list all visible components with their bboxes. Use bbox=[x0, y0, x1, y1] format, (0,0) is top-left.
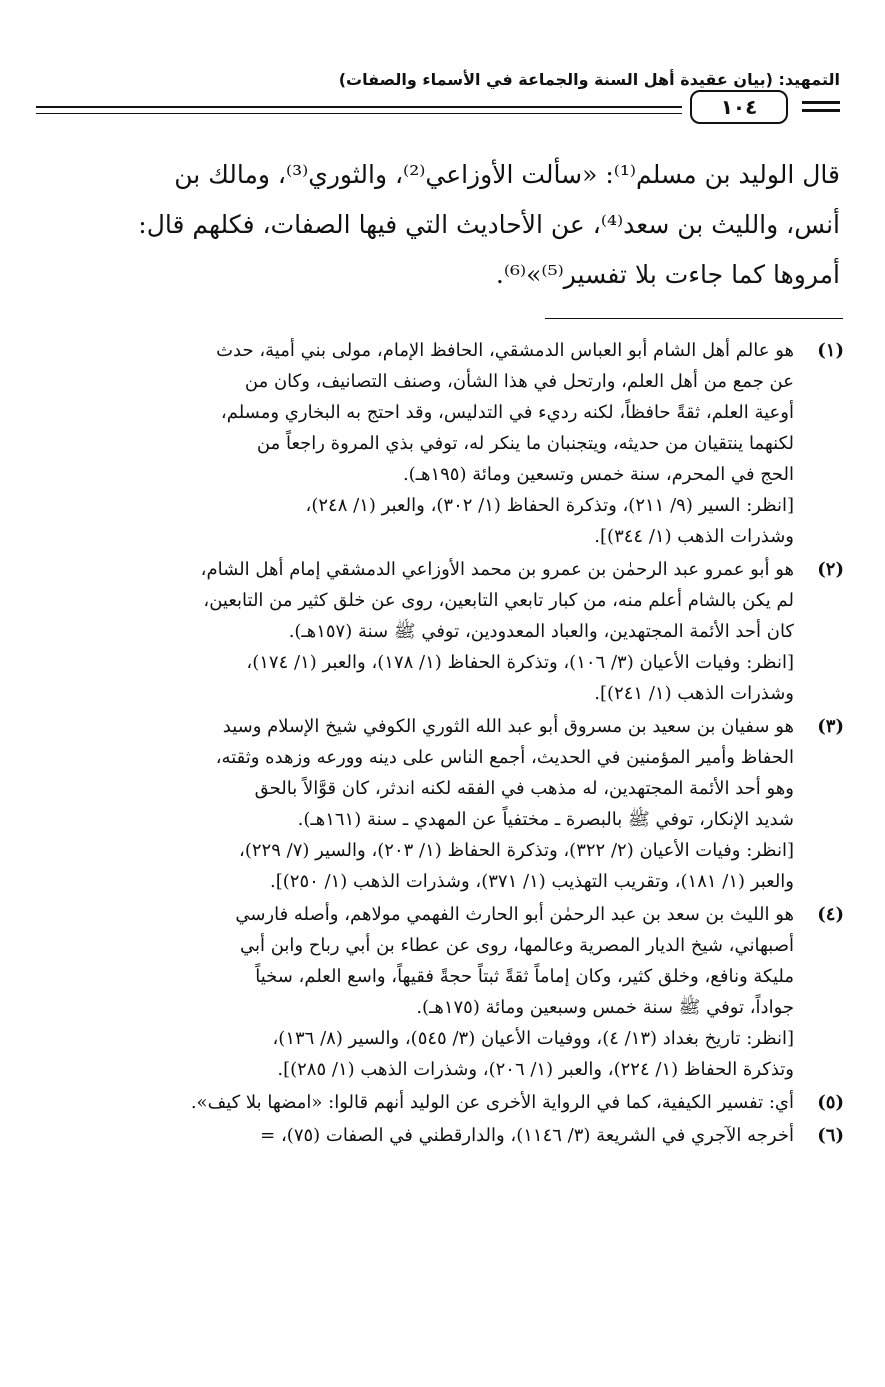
footnote-number: (٥) bbox=[817, 1092, 844, 1113]
footnote-text bbox=[40, 335, 794, 490]
footnote-number: (١) bbox=[817, 340, 844, 361]
footnote-6 bbox=[40, 1120, 850, 1151]
footnote-number: (٢) bbox=[817, 559, 844, 580]
footnote-5 bbox=[40, 1087, 850, 1118]
footnote-line: هو أبو عمرو عبد الرحمٰن بن عمرو بن محمد الأوزاعي الدمشقي إمام أهل الشام، bbox=[200, 559, 794, 580]
footnote-number: (٣) bbox=[817, 716, 844, 737]
footnote-line: لم يكن بالشام أعلم منه، من كبار تابعي التابعين، روى عن خلق كثير من التابعين، bbox=[203, 590, 794, 611]
footnote-references bbox=[40, 490, 794, 552]
footnote-line: شديد الإنكار، توفي ﷺ بالبصرة ـ مختفياً عن المهدي ـ سنة (١٦١هـ). bbox=[297, 809, 794, 830]
footnote-line: أخرجه الآجري في الشريعة (٣/ ١١٤٦)، والدارقطني في الصفات (٧٥)، = bbox=[260, 1125, 794, 1146]
footnote-4 bbox=[40, 899, 850, 1085]
footnote-line: هو الليث بن سعد بن عبد الرحمٰن أبو الحارث الفهمي مولاهم، وأصله فارسي bbox=[235, 904, 794, 925]
footnote-references bbox=[40, 647, 794, 709]
reference-line: [انظر: السير (٩/ ٢١١)، وتذكرة الحفاظ (١/ ٣٠٢)، والعبر (١/ ٢٤٨)، bbox=[305, 495, 794, 516]
footnote-line: أوعية العلم، ثقةً حافظاً، لكنه رديء في التدليس، وقد احتج به البخاري ومسلم، bbox=[220, 402, 794, 423]
footnote-line: أي: تفسير الكيفية، كما في الرواية الأخرى عن الوليد أنهم قالوا: «امضها بلا كيف». bbox=[190, 1092, 794, 1113]
footnote-text bbox=[40, 899, 794, 1023]
footnote-line: أصبهاني، شيخ الديار المصرية وعالمها، روى عن عطاء بن أبي رباح وابن أبي bbox=[239, 935, 794, 956]
footnote-line: مليكة ونافع، وخلق كثير، وكان إماماً ثقةً ثبتاً حجةً فقيهاً، واسع العلم، سخياً bbox=[255, 966, 794, 987]
main-text bbox=[40, 150, 840, 300]
footnote-line: كان أحد الأئمة المجتهدين، والعباد المعدودين، توفي ﷺ سنة (١٥٧هـ). bbox=[288, 621, 794, 642]
footnote-1 bbox=[40, 335, 850, 552]
reference-line: [انظر: وفيات الأعيان (٢/ ٣٢٢)، وتذكرة الحفاظ (١/ ٢٠٣)، والسير (٧/ ٢٢٩)، bbox=[239, 840, 794, 861]
footnote-line: هو سفيان بن سعيد بن مسروق أبو عبد الله الثوري الكوفي شيخ الإسلام وسيد bbox=[222, 716, 794, 737]
main-line: أنس، والليث بن سعد⁽⁴⁾، عن الأحاديث التي فيها الصفات، فكلهم قال: bbox=[138, 210, 840, 239]
footnotes bbox=[40, 335, 850, 1153]
footnote-number: (٤) bbox=[817, 904, 844, 925]
footnote-line: الحفاظ وأمير المؤمنين في الحديث، أجمع الناس على دينه وورعه وزهده وثقته، bbox=[215, 747, 794, 768]
reference-line: والعبر (١/ ١٨١)، وتقريب التهذيب (١/ ٣٧١)، وشذرات الذهب (١/ ٢٥٠)]. bbox=[270, 871, 794, 892]
footnote-line: جواداً، توفي ﷺ سنة خمس وسبعين ومائة (١٧٥هـ). bbox=[416, 997, 794, 1018]
footnote-references bbox=[40, 835, 794, 897]
reference-line: وشذرات الذهب (١/ ٣٤٤)]. bbox=[594, 526, 794, 547]
footnote-line: عن جمع من أهل العلم، وارتحل في هذا الشأن، وصنف التصانيف، وكان من bbox=[244, 371, 794, 392]
main-line: قال الوليد بن مسلم⁽¹⁾: «سألت الأوزاعي⁽²⁾، والثوري⁽³⁾، ومالك بن bbox=[174, 160, 840, 189]
main-line: أمروها كما جاءت بلا تفسير⁽⁵⁾»⁽⁶⁾. bbox=[495, 260, 840, 289]
reference-line: وتذكرة الحفاظ (١/ ٢٢٤)، والعبر (١/ ٢٠٦)، وشذرات الذهب (١/ ٢٨٥)]. bbox=[277, 1059, 794, 1080]
footnote-text bbox=[40, 1087, 794, 1118]
header-rule-thin bbox=[36, 113, 682, 114]
reference-line: [انظر: تاريخ بغداد (١٣/ ٤)، ووفيات الأعيان (٣/ ٥٤٥)، والسير (٨/ ١٣٦)، bbox=[272, 1028, 794, 1049]
footnote-line: الحج في المحرم، سنة خمس وتسعين ومائة (١٩٥هـ). bbox=[402, 464, 794, 485]
running-title: التمهيد: (بيان عقيدة أهل السنة والجماعة في الأسماء والصفات) bbox=[338, 70, 840, 89]
footnote-number: (٦) bbox=[817, 1125, 844, 1146]
footnote-line: وهو أحد الأئمة المجتهدين، له مذهب في الفقه لكنه اندثر، كان قوَّالاً بالحق bbox=[254, 778, 794, 799]
page-number-badge: ١٠٤ bbox=[690, 90, 788, 124]
equals-ornament bbox=[802, 101, 840, 117]
footnote-3 bbox=[40, 711, 850, 897]
footnote-separator bbox=[545, 318, 843, 319]
footnote-text bbox=[40, 711, 794, 835]
footnote-line: هو عالم أهل الشام أبو العباس الدمشقي، الحافظ الإمام، مولى بني أمية، حدث bbox=[216, 340, 794, 361]
footnote-text bbox=[40, 554, 794, 647]
footnote-line: لكنهما ينتقيان من حديثه، ويتجنبان ما ينكر له، توفي بذي المروة راجعاً من bbox=[256, 433, 794, 454]
reference-line: وشذرات الذهب (١/ ٢٤١)]. bbox=[594, 683, 794, 704]
footnote-references bbox=[40, 1023, 794, 1085]
header-rule bbox=[36, 106, 682, 108]
footnote-2 bbox=[40, 554, 850, 709]
footnote-text bbox=[40, 1120, 794, 1151]
page-header bbox=[36, 62, 840, 132]
reference-line: [انظر: وفيات الأعيان (٣/ ١٠٦)، وتذكرة الحفاظ (١/ ١٧٨)، والعبر (١/ ١٧٤)، bbox=[246, 652, 794, 673]
